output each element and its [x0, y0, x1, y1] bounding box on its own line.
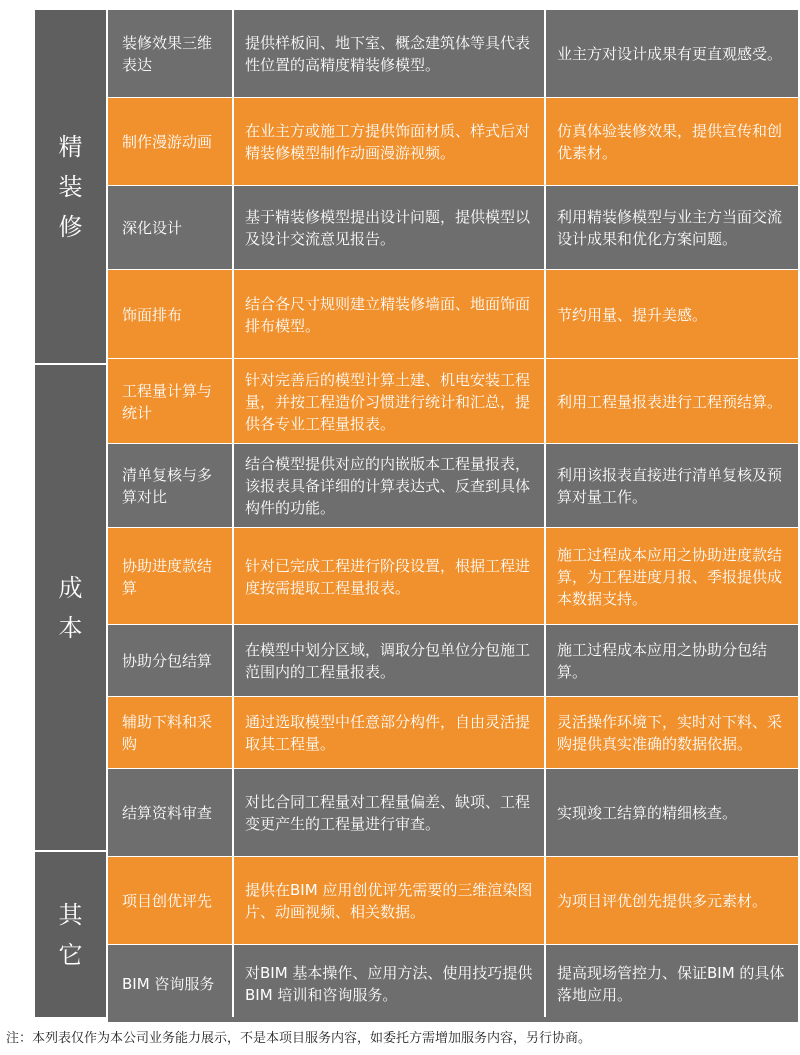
row-description-cell: 对比合同工程量对工程量偏差、缺项、工程变更产生的工程量进行审查。	[233, 769, 545, 857]
row-value-cell: 节约用量、提升美感。	[545, 270, 798, 359]
row-value-cell: 利用工程量报表进行工程预结算。	[545, 359, 798, 444]
row-value-cell: 利用精装修模型与业主方当面交流设计成果和优化方案问题。	[545, 186, 798, 270]
row-value-cell: 施工过程成本应用之协助分包结算。	[545, 625, 798, 697]
row-value-cell: 灵活操作环境下，实时对下料、采购提供真实准确的数据依据。	[545, 697, 798, 769]
row-description-cell: 结合模型提供对应的内嵌版本工程量报表，该报表具备详细的计算表达式、反查到具体构件的功能。	[233, 444, 545, 528]
category-label-other: 其它	[58, 900, 83, 969]
row-name-cell: 工程量计算与统计	[108, 359, 233, 444]
row-description-cell: 针对已完成工程进行阶段设置，根据工程进度按需提取工程量报表。	[233, 528, 545, 625]
row-value-cell: 业主方对设计成果有更直观感受。	[545, 10, 798, 98]
column-divider	[544, 10, 546, 1017]
row-name-cell: 结算资料审查	[108, 769, 233, 857]
row-description-cell: 基于精装修模型提出设计问题，提供模型以及设计交流意见报告。	[233, 186, 545, 270]
row-name-cell: 深化设计	[108, 186, 233, 270]
row-description-cell: 在模型中划分区域，调取分包单位分包施工范围内的工程量报表。	[233, 625, 545, 697]
row-name-cell: 制作漫游动画	[108, 98, 233, 186]
footnote: 注：本列表仅作为本公司业务能力展示，不是本项目服务内容，如委托方需增加服务内容，另行协商。	[6, 1031, 592, 1046]
row-description-cell: 通过选取模型中任意部分构件，自由灵活提取其工程量。	[233, 697, 545, 769]
row-description-cell: 针对完善后的模型计算土建、机电安装工程量，并按工程造价习惯进行统计和汇总，提供各专业工程量报表。	[233, 359, 545, 444]
row-name-cell: 辅助下料和采购	[108, 697, 233, 769]
row-description-cell: 提供样板间、地下室、概念建筑体等具代表性位置的高精度精装修模型。	[233, 10, 545, 98]
row-value-cell: 施工过程成本应用之协助进度款结算，为工程进度月报、季报提供成本数据支持。	[545, 528, 798, 625]
row-description-cell: 对BIM 基本操作、应用方法、使用技巧提供BIM 培训和咨询服务。	[233, 945, 545, 1022]
row-name-cell: 清单复核与多算对比	[108, 444, 233, 528]
category-cell-finishing	[35, 10, 108, 363]
row-value-cell: 仿真体验装修效果，提供宣传和创优素材。	[545, 98, 798, 186]
row-value-cell: 提高现场管控力、保证BIM 的具体落地应用。	[545, 945, 798, 1022]
row-value-cell: 利用该报表直接进行清单复核及预算对量工作。	[545, 444, 798, 528]
row-description-cell: 在业主方或施工方提供饰面材质、样式后对精装修模型制作动画漫游视频。	[233, 98, 545, 186]
row-name-cell: 协助分包结算	[108, 625, 233, 697]
category-cell-cost	[35, 365, 108, 850]
row-name-cell: 饰面排布	[108, 270, 233, 359]
row-name-cell: 装修效果三维表达	[108, 10, 233, 98]
service-table	[35, 10, 798, 1017]
category-cell-other	[35, 852, 108, 1017]
row-value-cell: 为项目评优创先提供多元素材。	[545, 857, 798, 945]
row-name-cell: 协助进度款结算	[108, 528, 233, 625]
column-divider	[232, 10, 234, 1017]
row-name-cell: 项目创优评先	[108, 857, 233, 945]
row-description-cell: 结合各尺寸规则建立精装修墙面、地面饰面排布模型。	[233, 270, 545, 359]
category-label-cost: 成本	[58, 573, 83, 642]
row-value-cell: 实现竣工结算的精细核查。	[545, 769, 798, 857]
row-name-cell: BIM 咨询服务	[108, 945, 233, 1022]
row-description-cell: 提供在BIM 应用创优评先需要的三维渲染图片、动画视频、相关数据。	[233, 857, 545, 945]
category-label-finishing: 精装修	[58, 132, 83, 241]
